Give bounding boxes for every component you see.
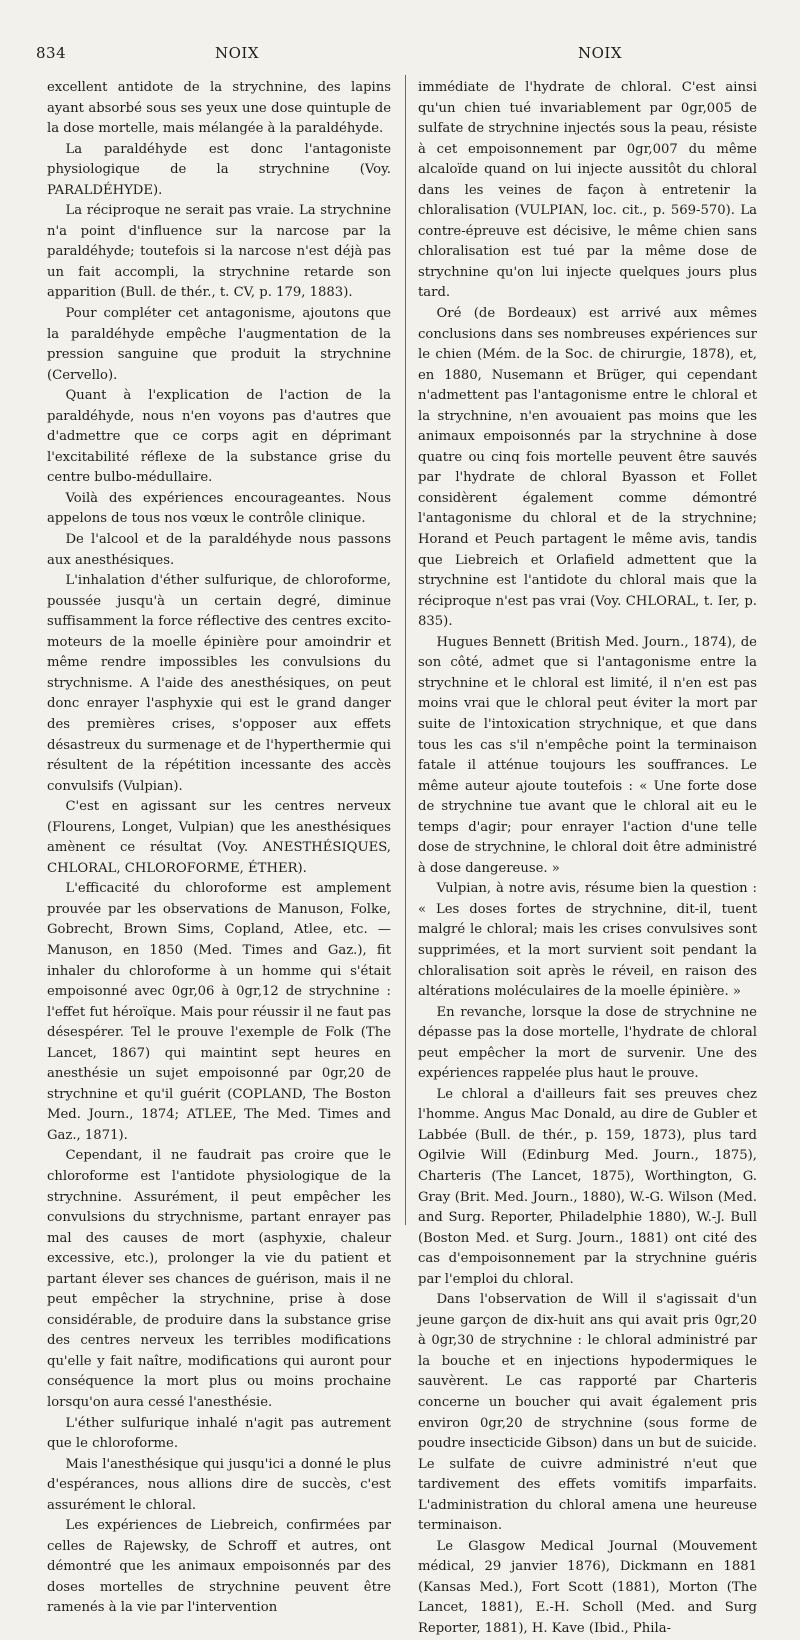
- paragraph: De l'alcool et de la paraldéhyde nous passons aux anesthésiques.: [47, 532, 391, 568]
- paragraph: Hugues Bennett (British Med. Journ., 1874), de son côté, admet que si l'antagonisme entre la strychnine et le chloral est limité, il n'en est pas moins vrai que le chloral peut éviter la mort par suite de l'intoxication strychnique, et que dans tous les cas s'il n'empêche point la terminaison fatale il atténue toujours les souffrances. Le même auteur ajoute toutefois : « Une forte dose de strychnine tue avant que le chloral ait eu le temps d'agir; pour enrayer l'action d'une telle dose de strychnine, le chloral doit être administré à dose dangereuse. »: [418, 634, 757, 876]
- paragraph: La paraldéhyde est donc l'antagoniste physiologique de la strychnine (Voy. PARALDÉHYDE).: [47, 141, 391, 198]
- paragraph: Le Glasgow Medical Journal (Mouvement médical, 29 janvier 1876), Dickmann en 1881 (Kansas Med.), Fort Scott (1881), Morton (The Lancet, 1881), E.-H. Scholl (Med. and Surg Reporter, 1881), H. Kave (Ibid., Phila-: [418, 1538, 757, 1637]
- paragraph: Oré (de Bordeaux) est arrivé aux mêmes conclusions dans ses nombreuses expériences sur le chien (Mém. de la Soc. de chirurgie, 1878), et, en 1880, Nusemann et Brüger, qui cependant n'admettent pas l'antagonisme entre le chloral et la strychnine, n'en avouaient pas moins que les animaux empoisonnés par la strychnine à dose quatre ou cinq fois mortelle peuvent être sauvés par l'hydrate de chloral Byasson et Follet considèrent également comme démontré l'antagonisme du chloral et de la strychnine; Horand et Peuch partagent le même avis, tandis que Liebreich et Orlafield admettent que la strychnine est l'antidote du chloral mais que la réciproque n'est pas vrai (Voy. CHLORAL, t. Ier, p. 835).: [418, 306, 757, 630]
- paragraph: Voilà des expériences encourageantes. Nous appelons de tous nos vœux le contrôle clinique.: [47, 490, 391, 527]
- paragraph: L'éther sulfurique inhalé n'agit pas autrement que le chloroforme.: [47, 1415, 391, 1452]
- paragraph: Quant à l'explication de l'action de la paraldéhyde, nous n'en voyons pas d'autres que d'admettre que ce corps agit en déprimant l'excitabilité réflexe de la substance grise du centre bulbo-médullaire.: [47, 388, 391, 486]
- paragraph: Pour compléter cet antagonisme, ajoutons que la paraldéhyde empêche l'augmentation de la pression sanguine que produit la strychnine (Cervello).: [47, 306, 391, 383]
- paragraph: immédiate de l'hydrate de chloral. C'est ainsi qu'un chien tué invariablement par 0gr,005 de sulfate de strychnine injectés sous la peau, résiste à cet empoisonnement par 0gr,007 du même alcaloïde quand on lui injecte aussitôt du chloral dans les veines de façon à entretenir la chloralisation (VULPIAN, loc. cit., p. 569-570). La contre-épreuve est décisive, le même chien sans chloralisation est tué par la même dose de strychnine qu'on lui injecte quelques jours plus tard.: [418, 80, 757, 301]
- paragraph: Mais l'anesthésique qui jusqu'ici a donné le plus d'espérances, nous allions dire de succès, c'est assurément le chloral.: [47, 1456, 391, 1513]
- paragraph: C'est en agissant sur les centres nerveux (Flourens, Longet, Vulpian) que les anesthésiques amènent ce résultat (Voy. ANESTHÉSIQUES, CHLORAL, CHLOROFORME, ÉTHER).: [47, 799, 391, 876]
- paragraph: L'efficacité du chloroforme est amplement prouvée par les observations de Manuson, Folke, Gobrecht, Brown Sims, Copland, Atlee, etc. — Manuson, en 1850 (Med. Times and Gaz.), fit inhaler du chloroforme à un homme qui s'était empoisonné avec 0gr,06 à 0gr,12 de strychnine : l'effet fut héroïque. Mais pour réussir il ne faut pas désespérer. Tel le prouve l'exemple de Folk (The Lancet, 1867) qui maintint sept heures en anesthésie un sujet empoisonné par 0gr,20 de strychnine et qu'il guérit (COPLAND, The Boston Med. Journ., 1874; ATLEE, The Med. Times and Gaz., 1871).: [47, 881, 391, 1143]
- right-column: [418, 78, 757, 1637]
- column-divider: [405, 75, 406, 1225]
- paragraph: excellent antidote de la strychnine, des lapins ayant absorbé sous ses yeux une dose quintuple de la dose mortelle, mais mélangée à la paraldéhyde.: [47, 80, 391, 137]
- left-column: [47, 78, 391, 1616]
- paragraph: Les expériences de Liebreich, confirmées par celles de Rajewsky, de Schroff et autres, ont démontré que les animaux empoisonnés par des doses mortelles de strychnine peuvent être ramenés à la vie par l'intervention: [47, 1518, 391, 1616]
- running-head-left: NOIX: [215, 44, 260, 62]
- paragraph: Cependant, il ne faudrait pas croire que le chloroforme est l'antidote physiologique de la strychnine. Assurément, il peut empêcher les convulsions du strychnisme, partant enrayer pas mal des causes de mort (asphyxie, chaleur excessive, etc.), prolonger la vie du patient et partant élever ses chances de guérison, mais il ne peut empêcher la strychnine, prise à dose considérable, de produire dans la substance grise des centres nerveux les terribles modifications qu'elle y fait naître, modifications qui auront pour conséquence la mort plus ou moins prochaine lorsqu'on aura cessé l'anesthésie.: [47, 1148, 391, 1410]
- paragraph: Le chloral a d'ailleurs fait ses preuves chez l'homme. Angus Mac Donald, au dire de Gubler et Labbée (Bull. de thér., p. 159, 1873), plus tard Ogilvie Will (Edinburg Med. Journ., 1875), Charteris (The Lancet, 1875), Worthington, G. Gray (Brit. Med. Journ., 1880), W.-G. Wilson (Med. and Surg. Reporter, Philadelphie 1880), W.-J. Bull (Boston Med. et Surg. Journ., 1881) ont cité des cas d'empoisonnement par la strychnine guéris par l'emploi du chloral.: [418, 1086, 757, 1287]
- page-number: 834: [36, 44, 67, 62]
- paragraph: L'inhalation d'éther sulfurique, de chloroforme, poussée jusqu'à un certain degré, diminue suffisamment la force réflective des centres excito-moteurs de la moelle épinière pour amoindrir et même rendre impossibles les convulsions du strychnisme. A l'aide des anesthésiques, on peut donc enrayer l'asphyxie qui est le grand danger des premières crises, s'opposer aux effets désastreux du surmenage et de l'hyperthermie qui résultent de la répétition incessante des accès convulsifs (Vulpian).: [47, 573, 391, 794]
- paragraph: Vulpian, à notre avis, résume bien la question : « Les doses fortes de strychnine, dit-il, tuent malgré le chloral; mais les crises convulsives sont supprimées, et la mort survient soit pendant la chloralisation soit après le réveil, en raison des altérations moléculaires de la moelle épinière. »: [418, 881, 757, 1000]
- paragraph: En revanche, lorsque la dose de strychnine ne dépasse pas la dose mortelle, l'hydrate de chloral peut empêcher la mort de survenir. Une des expériences rappelée plus haut le prouve.: [418, 1004, 757, 1082]
- paragraph: Dans l'observation de Will il s'agissait d'un jeune garçon de dix-huit ans qui avait pris 0gr,20 à 0gr,30 de strychnine : le chloral administré par la bouche et en injections hypodermiques le sauvèrent. Le cas rapporté par Charteris concerne un boucher qui avait également pris environ 0gr,20 de strychnine (sous forme de poudre insecticide Gibson) dans un but de suicide. Le sulfate de cuivre administré n'eut que tardivement des effets vomitifs imparfaits. L'administration du chloral amena une heureuse terminaison.: [418, 1292, 757, 1534]
- running-head-right: NOIX: [578, 44, 623, 62]
- paragraph: La réciproque ne serait pas vraie. La strychnine n'a point d'influence sur la narcose par la paraldéhyde; toutefois si la narcose n'est déjà pas un fait accompli, la strychnine retarde son apparition (Bull. de thér., t. CV, p. 179, 1883).: [47, 203, 391, 301]
